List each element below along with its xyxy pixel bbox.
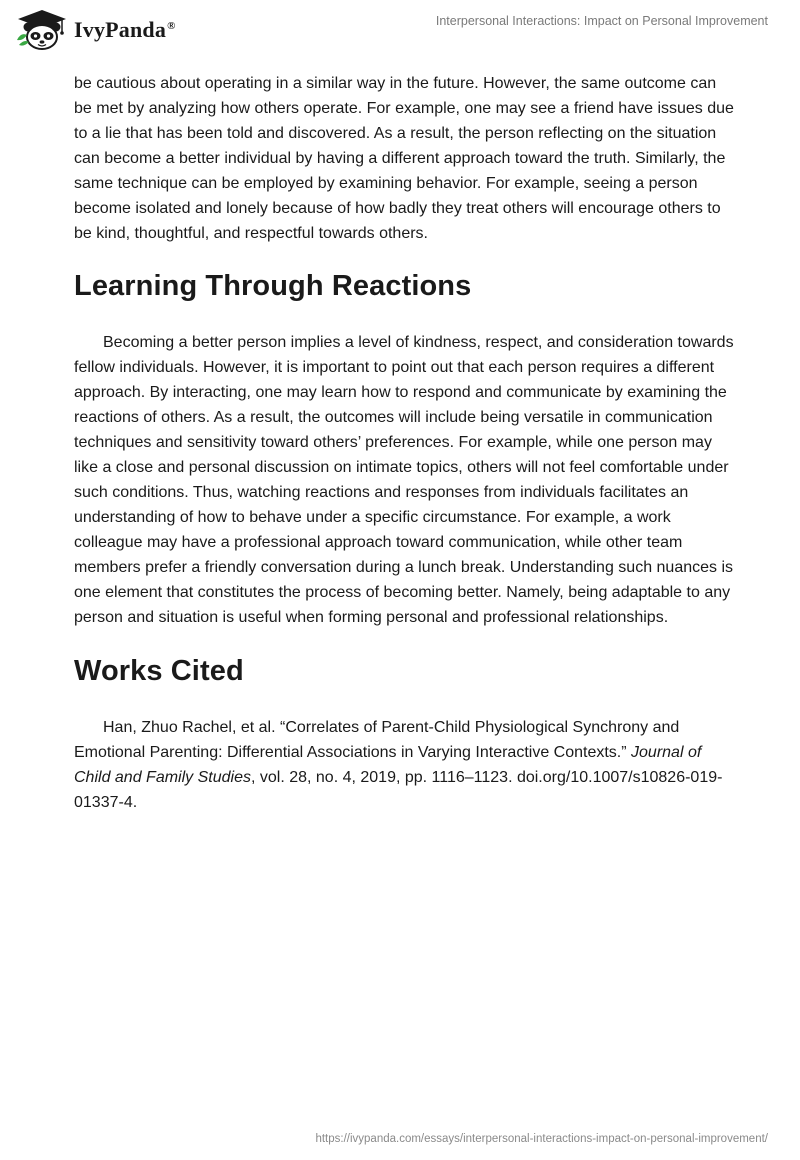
running-title: Interpersonal Interactions: Impact on Personal Improvement: [435, 14, 768, 28]
citation-journal: Journal of Child and Family Studies: [74, 744, 702, 786]
source-url-link[interactable]: https://ivypanda.com/essays/interpersonal-interactions-impact-on-personal-improvement/: [315, 1133, 768, 1145]
essay-content: [74, 71, 734, 815]
section-heading-learning-through-reactions: Learning Through Reactions: [74, 270, 472, 302]
works-cited-entry: [74, 715, 734, 815]
section-paragraph: Becoming a better person implies a level of kindness, respect, and consideration towards fellow individuals. However, it is important to point out that each person requires a different approach. By interacting, one may learn how to respond and communicate by examining the reactions of others. As a result, the outcomes will include being versatile in communication techniques and sensitivity toward others’ preferences. For example, while one person may like a close and personal discussion on intimate topics, others will not feel comfortable under such conditions. Thus, watching reactions and responses from individuals facilitates an understanding of how to behave under a specific circumstance. For example, a work colleague may have a professional approach toward communication, while other team members prefer a friendly conversation during a lunch break. Understanding such nuances is one element that constitutes the process of becoming better. Namely, being adaptable to any person and situation is useful when forming personal and professional relationships.: [74, 334, 734, 626]
works-cited-heading: Works Cited: [74, 655, 244, 687]
citation-details: , vol. 28, no. 4, 2019, pp. 1116–1123. doi.org/10.1007/s10826-019-01337-4.: [74, 769, 723, 811]
page-header: [0, 0, 800, 60]
intro-paragraph: be cautious about operating in a similar way in the future. However, the same outcome can be met by analyzing how others operate. For example, one may see a friend have issues due to a lie that has been told and discovered. As a result, the person reflecting on the situation can become a better individual by having a different approach toward the truth. Similarly, the same technique can be employed by examining behavior. For example, seeing a person become isolated and lonely because of how badly they treat others will encourage others to be kind, thoughtful, and respectful towards others.: [74, 75, 734, 242]
citation-authors-title: Han, Zhuo Rachel, et al. “Correlates of Parent-Child Physiological Synchrony and Emotional Parenting: Differential Associations in Varying Interactive Contexts.”: [74, 719, 680, 761]
panda-graduate-icon: [14, 8, 70, 52]
brand-name: IvyPanda®: [74, 17, 176, 42]
ivypanda-logo[interactable]: [14, 8, 176, 52]
